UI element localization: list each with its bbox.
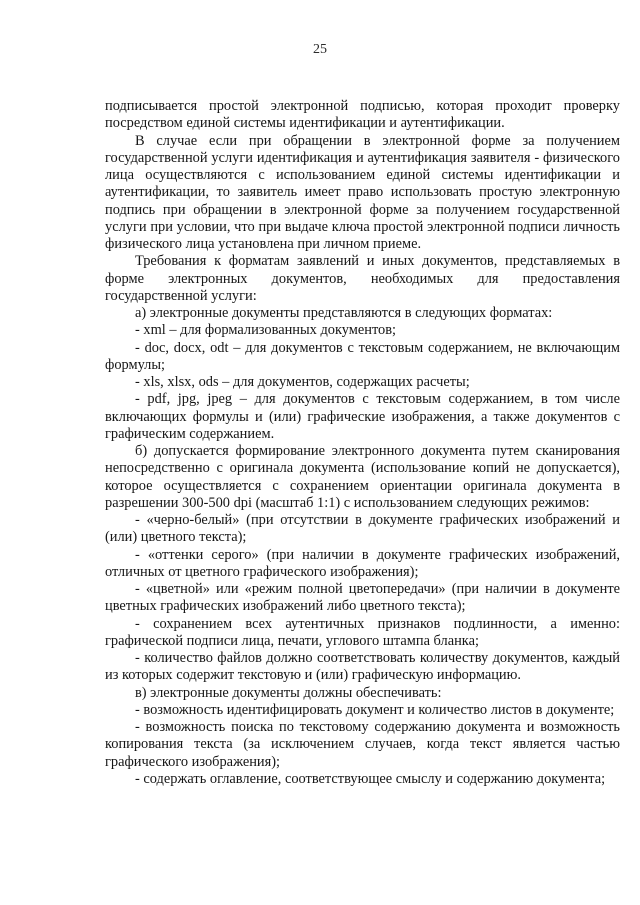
list-item-xls: - xls, xlsx, ods – для документов, содержащих расчеты;	[135, 374, 470, 390]
list-item-doc: - doc, docx, odt – для документов с текстовым содержанием, не включающим формулы;	[105, 339, 620, 373]
list-item-black-white: - «черно-белый» (при отсутствии в документе графических изображений и (или) цветного текста);	[105, 512, 620, 546]
page-number: 25	[313, 42, 327, 57]
paragraph-format-requirements: Требования к форматам заявлений и иных документов, представляемых в форме электронных документов, необходимых для предоставления государственной услуги:	[105, 253, 620, 304]
list-item-contents: - содержать оглавление, соответствующее смыслу и содержанию документа;	[135, 770, 606, 787]
list-item-a-formats: а) электронные документы представляются в следующих форматах:	[135, 305, 553, 321]
list-item-b-scanning: б) допускается формирование электронного документа путем сканирования непосредственно с оригинала документа (использование копий не допускается), которое осуществляется с сохранением ориентации оригинала документа в разрешении 300-500 dpi (масштаб 1:1) с использованием следующих режимов:	[105, 443, 620, 511]
list-item-color: - «цветной» или «режим полной цветопередачи» (при наличии в документе цветных графических изображений либо цветного текста);	[105, 581, 620, 615]
list-item-grayscale: - «оттенки серого» (при наличии в документе графических изображений, отличных от цветного графического изображения);	[105, 546, 620, 580]
list-item-c-requirements: в) электронные документы должны обеспечивать:	[135, 684, 442, 701]
paragraph-simple-signature: В случае если при обращении в электронной форме за получением государственной услуги идентификация и аутентификация заявителя - физического лица осуществляются с использованием единой системы идентификации и аутентификации, то заявитель имеет право использовать простую электронную подпись при обращении в электронной форме за получением государственной услуги при условии, что при выдаче ключа простой электронной подписи личность физического лица установлена при личном приеме.	[105, 132, 620, 252]
paragraph-continuation: подписывается простой электронной подписью, которая проходит проверку посредством единой системы идентификации и аутентификации.	[105, 98, 620, 132]
list-item-file-count: - количество файлов должно соответствовать количеству документов, каждый из которых содержит текстовую и (или) графическую информацию.	[105, 650, 620, 684]
document-body	[105, 98, 620, 788]
list-item-xml: - xml – для формализованных документов;	[135, 322, 397, 339]
list-item-pdf: - pdf, jpg, jpeg – для документов с текстовым содержанием, в том числе включающих формулы и (или) графические изображения, а также документов с графическим содержанием.	[105, 391, 620, 442]
list-item-search-copy: - возможность поиска по текстовому содержанию документа и возможность копирования текста (за исключением случаев, когда текст является частью графического изображения);	[105, 719, 620, 770]
list-item-identify: - возможность идентифицировать документ и количество листов в документе;	[135, 701, 615, 718]
list-item-authenticity: - сохранением всех аутентичных признаков подлинности, а именно: графической подписи лица, печати, углового штампа бланка;	[105, 615, 620, 649]
